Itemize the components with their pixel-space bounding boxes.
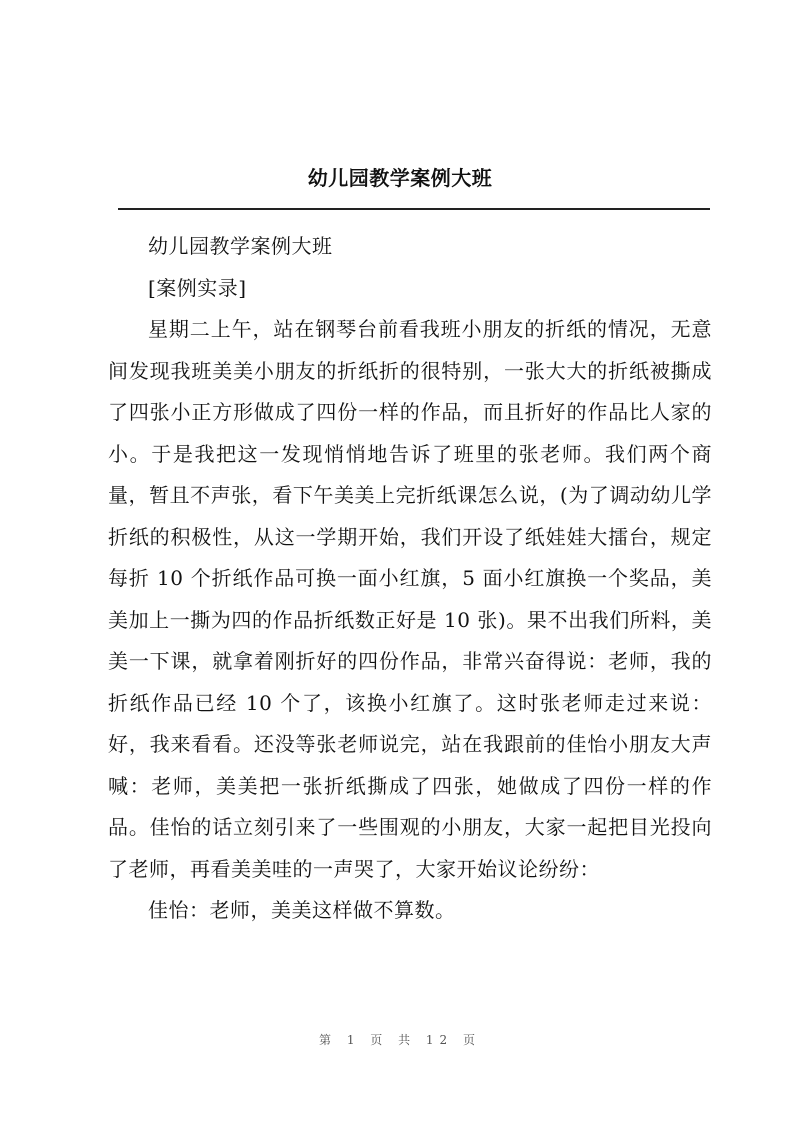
document-body xyxy=(108,226,712,932)
body-paragraph: 佳怡：老师，美美这样做不算数。 xyxy=(148,898,456,922)
header-divider xyxy=(118,208,710,210)
page-number-footer: 第 1 页 共 12 页 xyxy=(319,1033,481,1047)
section-label: [案例实录] xyxy=(148,275,247,300)
body-heading: 幼儿园教学案例大班 xyxy=(148,234,333,258)
page-header-title: 幼儿园教学案例大班 xyxy=(307,166,493,190)
body-paragraph: 星期二上午，站在钢琴台前看我班小朋友的折纸的情况，无意间发现我班美美小朋友的折纸折的很特别，一张大大的折纸被撕成了四张小正方形做成了四份一样的作品，而且折好的作品比人家的小。于是我把这一发现悄悄地告诉了班里的张老师。我们两个商量，暂且不声张，看下午美美上完折纸课怎么说，(为了调动幼儿学折纸的积极性，从这一学期开始，我们开设了纸娃娃大擂台，规定每折 10 个折纸作品可换一面小红旗，5 面小红旗换一个奖品，美美加上一撕为四的作品折纸数正好是 10 张)。果不出我们所料，美美一下课，就拿着刚折好的四份作品，非常兴奋得说：老师，我的折纸作品已经 10 个了，该换小红旗了。这时张老师走过来说：好，我来看看。还没等张老师说完，站在我跟前的佳怡小朋友大声喊：老师，美美把一张折纸撕成了四张，她做成了四份一样的作品。佳怡的话立刻引来了一些围观的小朋友，大家一起把目光投向了老师，再看美美哇的一声哭了，大家开始议论纷纷： xyxy=(108,317,712,881)
